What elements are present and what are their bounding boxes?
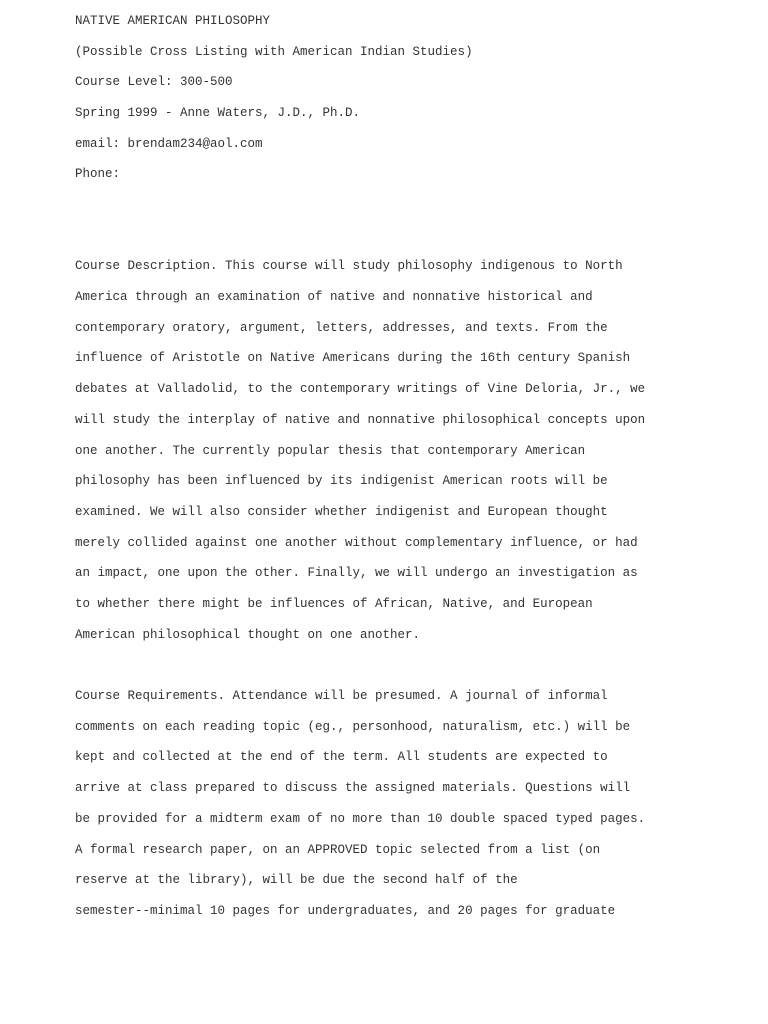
email-line: email: brendam234@aol.com [75,137,263,151]
document-title: NATIVE AMERICAN PHILOSOPHY [75,14,271,28]
description-line: American philosophical thought on one another. [75,628,421,642]
description-line: philosophy has been influenced by its indigenist American roots will be [75,474,608,488]
description-line: one another. The currently popular thesis that contemporary American [75,444,586,458]
description-line: contemporary oratory, argument, letters, addresses, and texts. From the [75,321,608,335]
requirements-line: comments on each reading topic (eg., personhood, naturalism, etc.) will be [75,720,631,734]
description-line: debates at Valladolid, to the contemporary writings of Vine Deloria, Jr., we [75,382,646,396]
description-line: America through an examination of native and nonnative historical and [75,290,593,304]
description-line: Course Description. This course will study philosophy indigenous to North [75,259,623,273]
description-line: merely collided against one another without complementary influence, or had [75,536,638,550]
description-line: to whether there might be influences of African, Native, and European [75,597,593,611]
term-instructor: Spring 1999 - Anne Waters, J.D., Ph.D. [75,106,361,120]
requirements-line: Course Requirements. Attendance will be presumed. A journal of informal [75,689,608,703]
phone-line: Phone: [75,167,121,181]
requirements-line: A formal research paper, on an APPROVED topic selected from a list (on [75,843,601,857]
requirements-line: semester--minimal 10 pages for undergraduates, and 20 pages for graduate [75,904,616,918]
course-level: Course Level: 300-500 [75,75,233,89]
description-line: an impact, one upon the other. Finally, we will undergo an investigation as [75,566,638,580]
description-line: examined. We will also consider whether indigenist and European thought [75,505,608,519]
requirements-line: arrive at class prepared to discuss the assigned materials. Questions will [75,781,631,795]
requirements-line: be provided for a midterm exam of no more than 10 double spaced typed pages. [75,812,646,826]
requirements-line: reserve at the library), will be due the second half of the [75,873,518,887]
cross-listing-note: (Possible Cross Listing with American Indian Studies) [75,45,473,59]
description-line: will study the interplay of native and nonnative philosophical concepts upon [75,413,646,427]
description-line: influence of Aristotle on Native Americans during the 16th century Spanish [75,351,631,365]
requirements-line: kept and collected at the end of the term. All students are expected to [75,750,608,764]
